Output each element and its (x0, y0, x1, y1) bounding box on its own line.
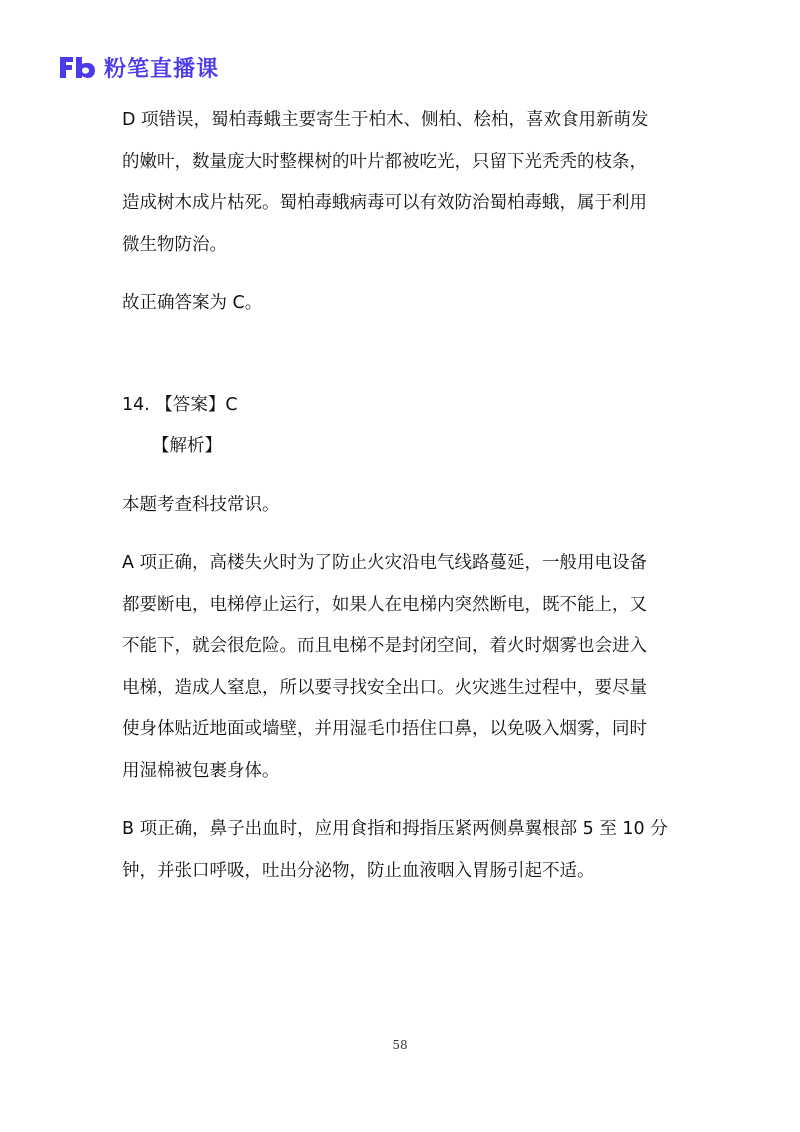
text-line: A 项正确，高楼失火时为了防止火灾沿电气线路蔓延，一般用电设备 (122, 553, 648, 573)
text-line: 造成树木成片枯死。蜀柏毒蛾病毒可以有效防治蜀柏毒蛾，属于利用 (122, 193, 647, 213)
text-line: 用湿棉被包裹身体。 (122, 760, 280, 781)
text-line: 都要断电，电梯停止运行，如果人在电梯内突然断电，既不能上，又 (122, 594, 647, 615)
page-content (122, 100, 692, 892)
text-line: 的嫩叶，数量庞大时整棵树的叶片都被吃光，只留下光秃秃的枝条， (122, 151, 647, 172)
option-b-explanation (122, 809, 692, 892)
text-line: D 项错误，蜀柏毒蛾主要寄生于柏木、侧柏、桧柏，喜欢食用新萌发 (122, 110, 649, 130)
fenbi-logo-icon (58, 54, 96, 80)
topic-statement: 本题考查科技常识。 (122, 494, 280, 515)
page-header (58, 52, 219, 82)
page-number: 58 (392, 1038, 408, 1052)
text-line: 电梯，造成人窒息，所以要寻找安全出口。火灾逃生过程中，要尽量 (122, 677, 647, 698)
answer-conclusion: 故正确答案为 C。 (122, 293, 263, 313)
text-line: 不能下，就会很危险。而且电梯不是封闭空间，着火时烟雾也会进入 (122, 636, 647, 656)
question-answer-heading: 14. 【答案】C (122, 394, 238, 415)
option-d-explanation (122, 100, 692, 266)
brand-name: 粉笔直播课 (104, 56, 220, 82)
analysis-heading: 【解析】 (152, 436, 222, 456)
option-a-explanation (122, 543, 692, 792)
text-line: 微生物防治。 (122, 234, 227, 255)
text-line: 钟，并张口呼吸，吐出分泌物，防止血液咽入胃肠引起不适。 (122, 860, 595, 881)
text-line: B 项正确，鼻子出血时，应用食指和拇指压紧两侧鼻翼根部 5 至 10 分 (122, 819, 668, 839)
text-line: 使身体贴近地面或墙壁，并用湿毛巾捂住口鼻，以免吸入烟雾，同时 (122, 719, 647, 739)
